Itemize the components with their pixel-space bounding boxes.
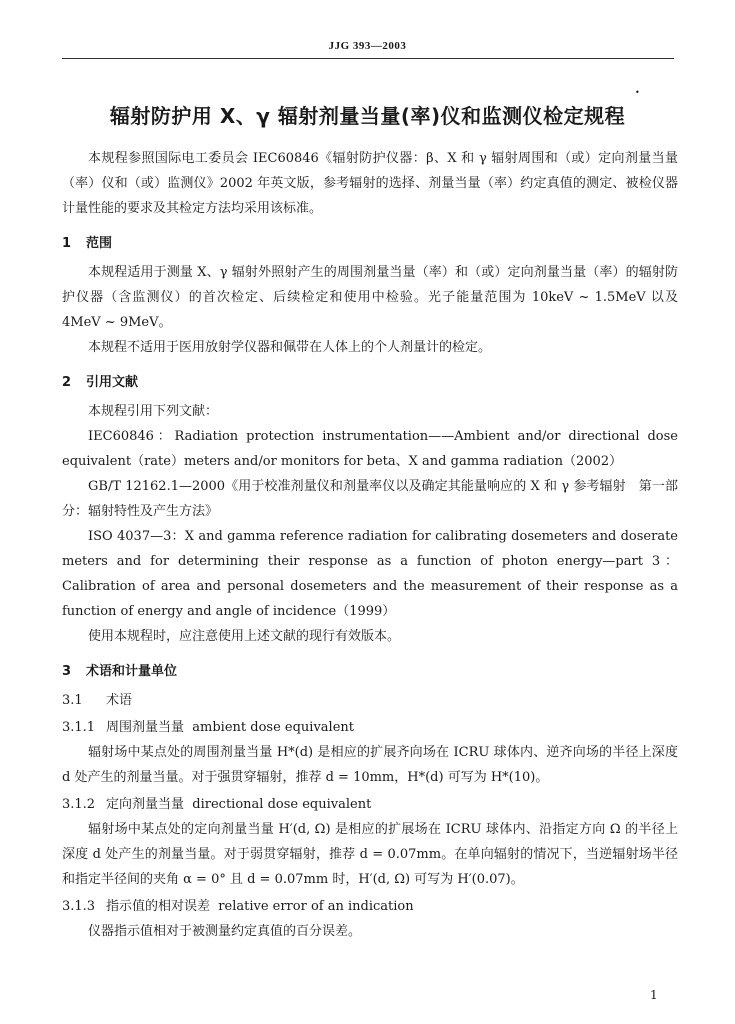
- term-heading: [62, 715, 678, 740]
- page-number: 1: [650, 988, 658, 1002]
- term-definition: 仪器指示值相对于被测量约定真值的百分误差。: [88, 924, 362, 939]
- paragraph: 本规程引用下列文献：: [88, 404, 219, 419]
- term-english: directional dose equivalent: [192, 797, 372, 812]
- reference-item: IEC60846：Radiation protection instrumentation——Ambient and/or directional dose equivalent（rate）meters and/or monitors for beta、X and gamma radiation（2002）: [62, 429, 678, 469]
- reference-item: ISO 4037—3：X and gamma reference radiation for calibrating dosemeters and doserate meters and for determining their response as a function of photon energy—part 3：Calibration of area and personal dosemeters and the measurement of their response as a function of energy and angle of incidence（1999）: [62, 529, 678, 619]
- subsection-title: 术语: [106, 693, 133, 708]
- section-heading: [62, 231, 678, 256]
- term-definition: 辐射场中某点处的定向剂量当量 H′(d, Ω) 是相应的扩展场在 ICRU 球体内、沿指定方向 Ω 的半径上深度 d 处产生的剂量当量。对于弱贯穿辐射，推荐 d = 0.07mm。在单向辐射的情况下，当逆辐射场半径和指定半径间的夹角 α = 0° 且 d = 0.07mm 时，H′(d, Ω) 可写为 H′(0.07)。: [62, 822, 678, 887]
- term-number: 3.1.2: [62, 797, 96, 812]
- term-definition: 辐射场中某点处的周围剂量当量 H*(d) 是相应的扩展齐向场在 ICRU 球体内、逆齐向场的半径上深度 d 处产生的剂量当量。对于强贯穿辐射，推荐 d = 10mm，H*(d) 可写为 H*(10)。: [62, 745, 678, 785]
- paragraph: 使用本规程时，应注意使用上述文献的现行有效版本。: [88, 629, 401, 644]
- mark-dot: •: [635, 88, 640, 97]
- intro-paragraph: 本规程参照国际电工委员会 IEC60846《辐射防护仪器：β、X 和 γ 辐射周围和（或）定向剂量当量（率）仪和（或）监测仪》2002 年英文版，参考辐射的选择、剂量当量（率）约定真值的测定、被检仪器计量性能的要求及其检定方法均采用该标准。: [62, 151, 678, 216]
- page-title: 辐射防护用 X、γ 辐射剂量当量(率)仪和监测仪检定规程: [109, 104, 626, 128]
- paragraph: 本规程适用于测量 X、γ 辐射外照射产生的周围剂量当量（率）和（或）定向剂量当量（率）的辐射防护仪器（含监测仪）的首次检定、后续检定和使用中检验。光子能量范围为 10keV ~ 1.5MeV 以及 4MeV ~ 9MeV。: [62, 265, 678, 330]
- section-title: 范围: [86, 236, 113, 251]
- section-number: 3: [62, 664, 72, 679]
- section-number: 2: [62, 375, 72, 390]
- section-number: 1: [62, 236, 72, 251]
- term-english: relative error of an indication: [218, 899, 414, 914]
- header-rule: [62, 58, 674, 59]
- term-title: 指示值的相对误差: [106, 899, 211, 914]
- term-title: 定向剂量当量: [106, 797, 185, 812]
- subsection-heading: [62, 688, 678, 713]
- term-heading: [62, 792, 678, 817]
- document-body: [62, 146, 678, 944]
- term-title: 周围剂量当量: [106, 720, 185, 735]
- paragraph: 本规程不适用于医用放射学仪器和佩带在人体上的个人剂量计的检定。: [88, 340, 492, 355]
- reference-item: GB/T 12162.1—2000《用于校准剂量仪和剂量率仪以及确定其能量响应的 X 和 γ 参考辐射 第一部分：辐射特性及产生方法》: [62, 479, 678, 519]
- section-heading: [62, 659, 678, 684]
- section-title: 术语和计量单位: [86, 664, 178, 679]
- header-code: JJG 393—2003: [328, 40, 407, 52]
- term-number: 3.1.1: [62, 720, 96, 735]
- subsection-number: 3.1: [62, 693, 83, 708]
- section-heading: [62, 370, 678, 395]
- term-number: 3.1.3: [62, 899, 96, 914]
- term-english: ambient dose equivalent: [192, 720, 354, 735]
- section-title: 引用文献: [86, 375, 139, 390]
- term-heading: [62, 894, 678, 919]
